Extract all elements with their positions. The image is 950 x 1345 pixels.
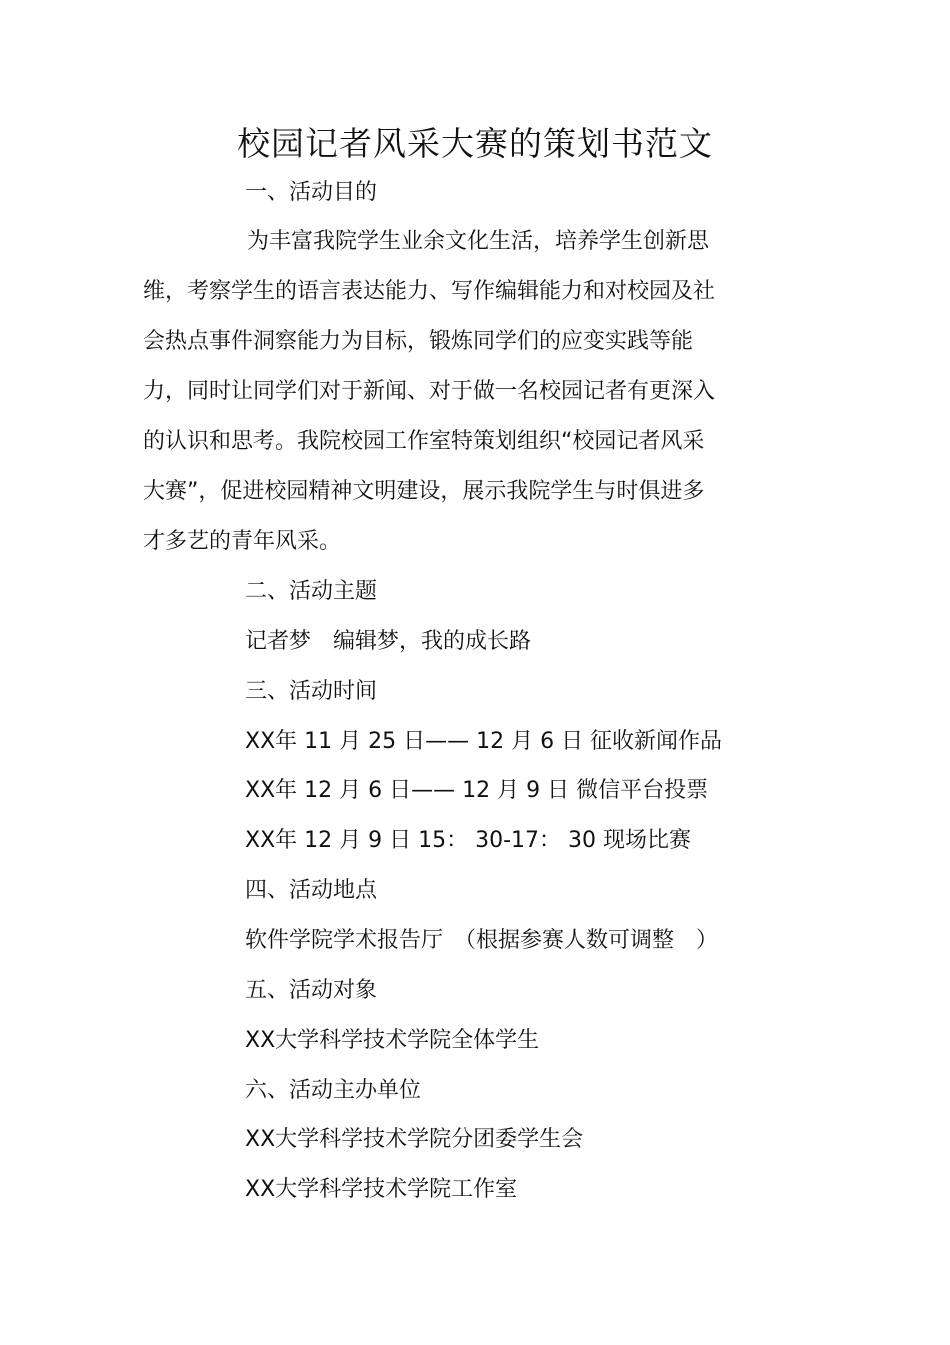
section-heading-target: 五、活动对象 [245, 978, 378, 1003]
purpose-paragraph-line-6: 大赛”，促进校园精神文明建设，展示我院学生与时俱进多 [143, 479, 705, 504]
section-heading-purpose: 一、活动目的 [245, 180, 378, 205]
time-item-2: XX年 12 月 6 日—— 12 月 9 日 微信平台投票 [245, 778, 709, 803]
time-item-1: XX年 11 月 25 日—— 12 月 6 日 征收新闻作品 [245, 729, 723, 754]
document-title: 校园记者风采大赛的策划书范文 [237, 124, 713, 163]
section-heading-time: 三、活动时间 [245, 679, 378, 704]
purpose-paragraph-line-2: 维，考察学生的语言表达能力、写作编辑能力和对校园及社 [143, 279, 716, 304]
location-text: 软件学院学术报告厅 （根据参赛人数可调整 ） [245, 928, 719, 953]
purpose-paragraph-line-7: 才多艺的青年风采。 [143, 529, 342, 554]
organizer-1: XX大学科学技术学院分团委学生会 [245, 1127, 584, 1152]
time-item-3: XX年 12 月 9 日 15： 30-17： 30 现场比赛 [245, 828, 691, 853]
purpose-paragraph-line-4: 力，同时让同学们对于新闻、对于做一名校园记者有更深入 [143, 379, 716, 404]
target-text: XX大学科学技术学院全体学生 [245, 1028, 540, 1053]
section-heading-location: 四、活动地点 [245, 878, 378, 903]
organizer-2: XX大学科学技术学院工作室 [245, 1177, 518, 1202]
section-heading-theme: 二、活动主题 [245, 579, 378, 604]
theme-text: 记者梦 编辑梦，我的成长路 [245, 629, 532, 654]
section-heading-organizer: 六、活动主办单位 [245, 1078, 422, 1103]
purpose-paragraph-line-1: 为丰富我院学生业余文化生活，培养学生创新思 [247, 229, 710, 254]
purpose-paragraph-line-5: 的认识和思考。我院校园工作室特策划组织“校园记者风采 [143, 429, 705, 454]
purpose-paragraph-line-3: 会热点事件洞察能力为目标，锻炼同学们的应变实践等能 [143, 329, 694, 354]
